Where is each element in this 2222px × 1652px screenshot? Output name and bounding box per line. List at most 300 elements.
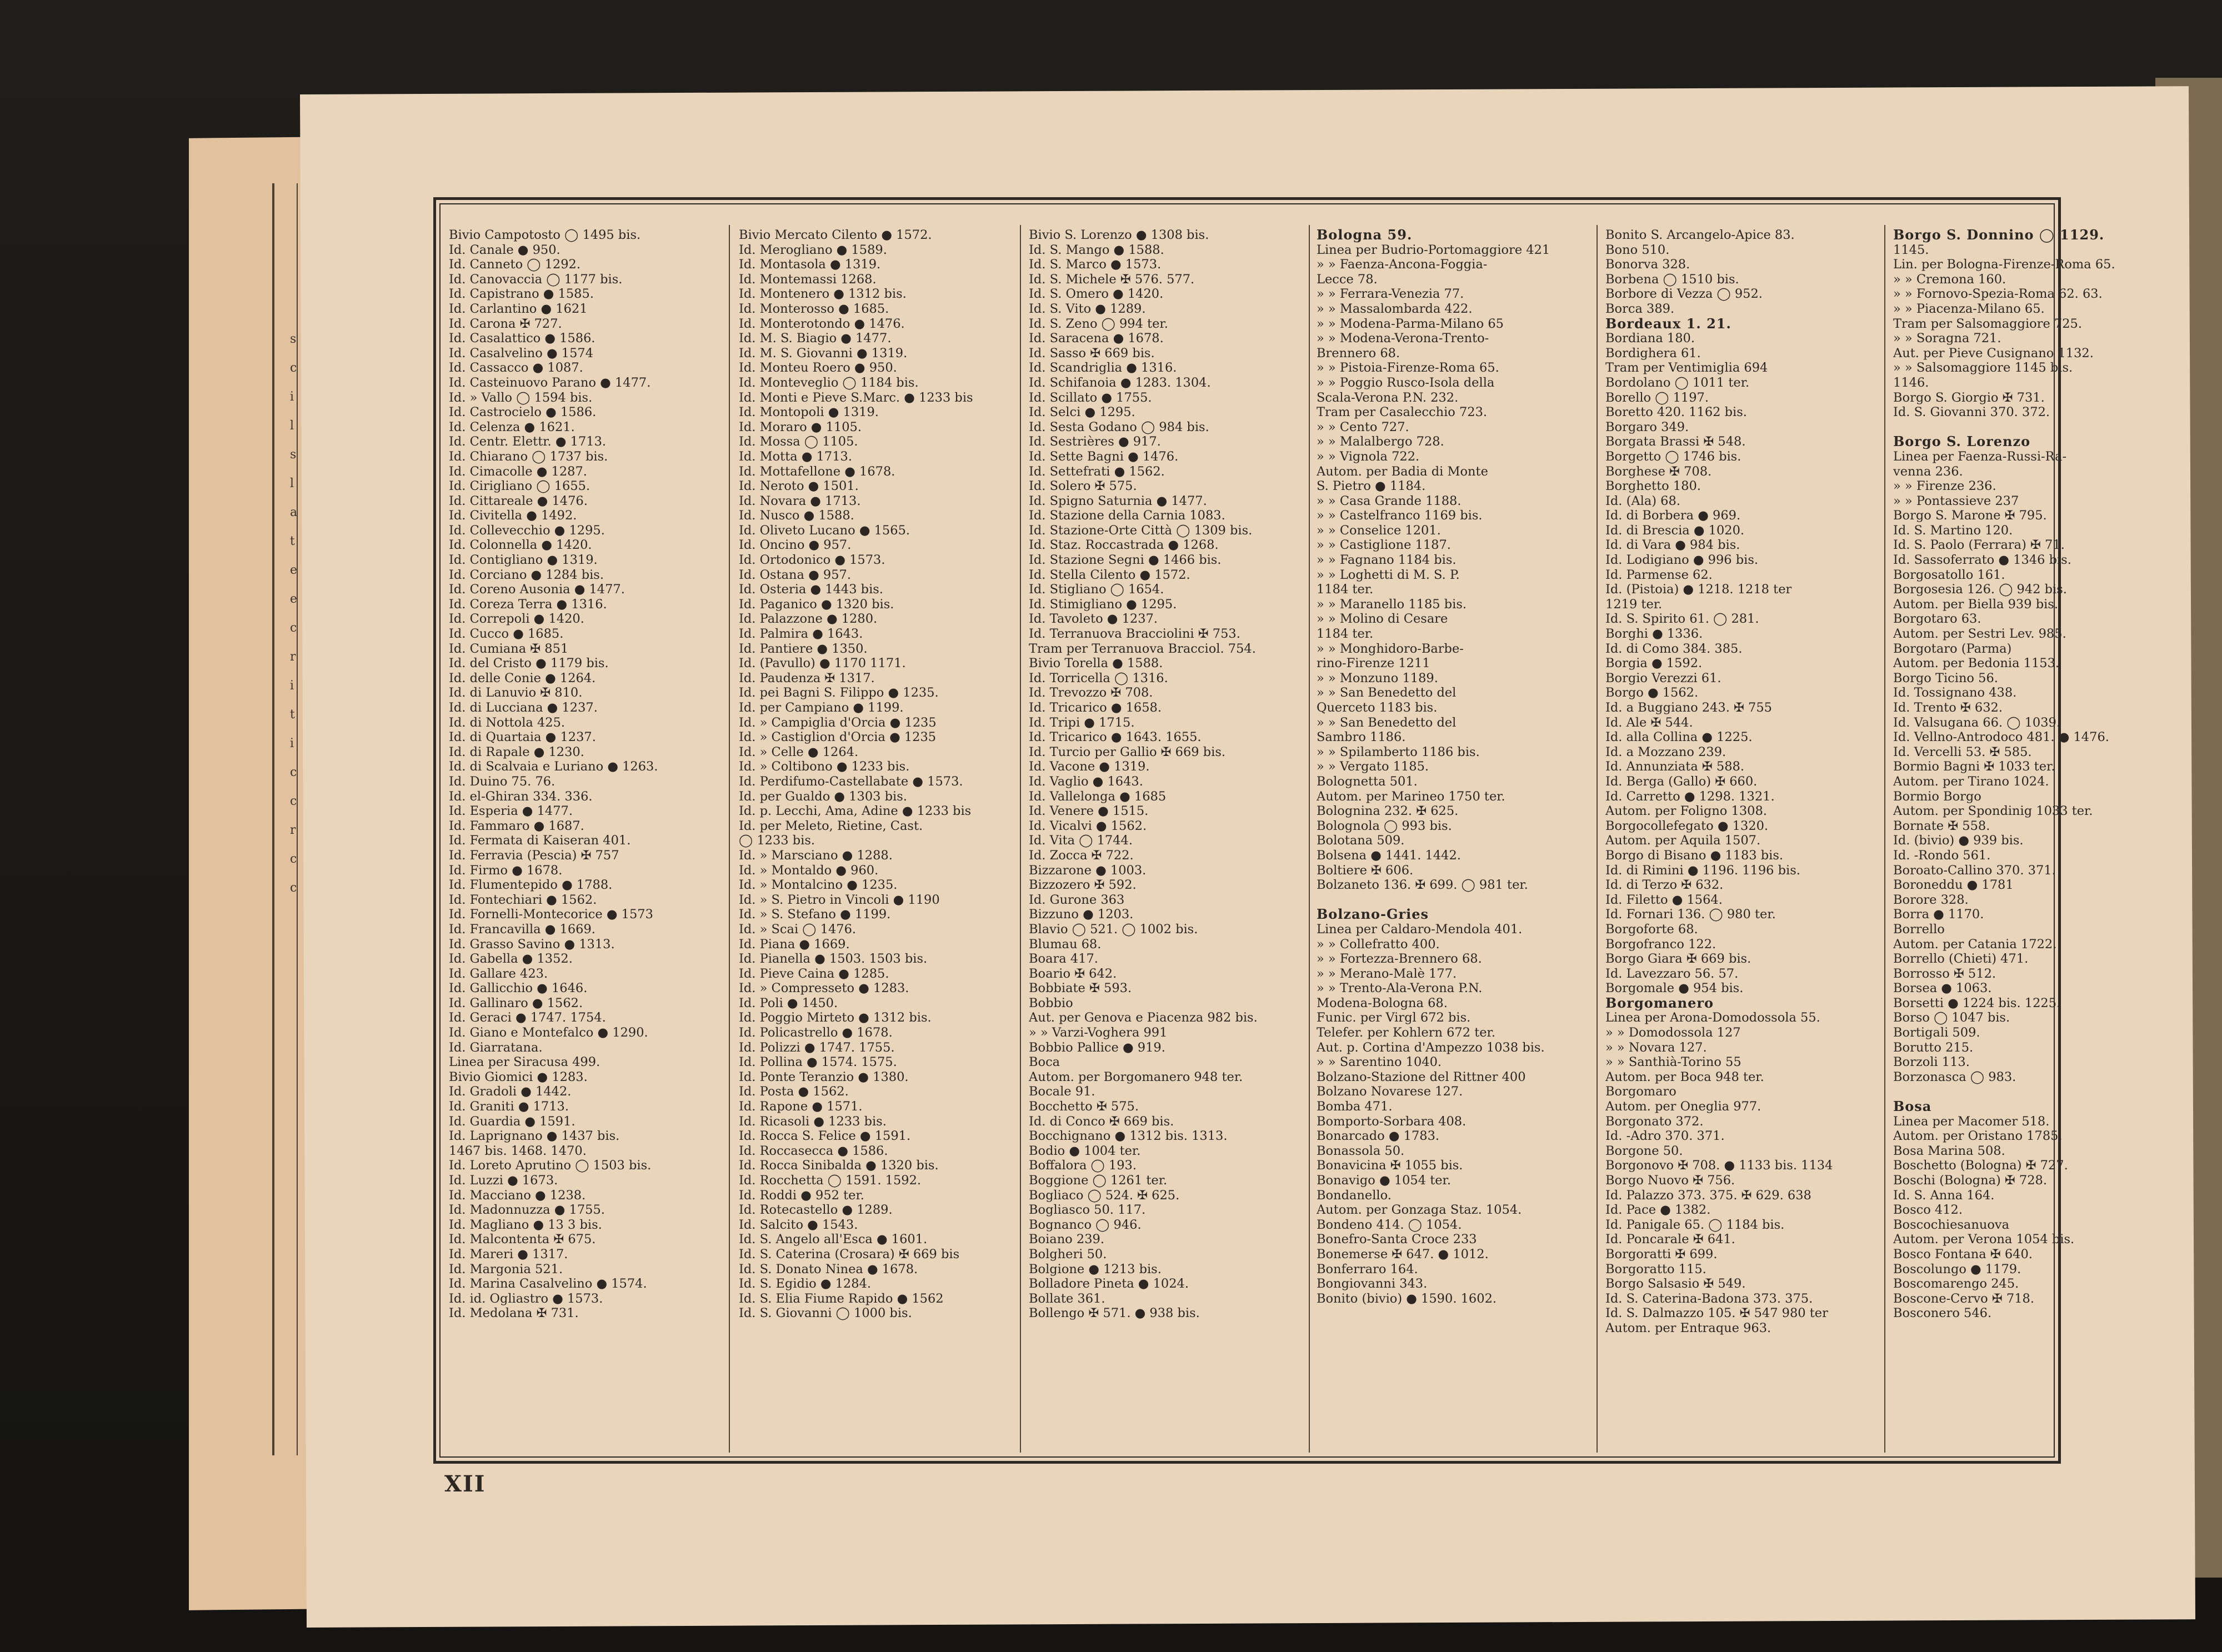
index-entry: Id. Correpoli ● 1420. bbox=[449, 612, 584, 627]
index-entry: Bolotana 509. bbox=[1317, 833, 1405, 848]
index-entry: Id. Rocca Sinibalda ● 1320 bis. bbox=[739, 1158, 939, 1173]
index-entry: Id. S. Mango ● 1588. bbox=[1029, 242, 1164, 257]
index-entry: Bordeaux 1. 21. bbox=[1605, 315, 1731, 332]
index-entry: » » Cento 727. bbox=[1317, 419, 1409, 434]
index-entry: Id. Moraro ● 1105. bbox=[739, 419, 862, 434]
index-entry: Autom. per Borgomanero 948 ter. bbox=[1029, 1069, 1243, 1084]
index-entry: Id. Poli ● 1450. bbox=[739, 995, 838, 1010]
index-entry: Bolsena ● 1441. 1442. bbox=[1317, 848, 1461, 863]
index-entry: Id. di Rimini ● 1196. 1196 bis. bbox=[1605, 863, 1800, 878]
index-entry: Id. » Montalcino ● 1235. bbox=[739, 878, 898, 893]
index-entry: venna 236. bbox=[1893, 464, 1963, 479]
index-entry: Id. Trevozzo ✠ 708. bbox=[1029, 685, 1153, 700]
index-entry: Id. Fammaro ● 1687. bbox=[449, 818, 584, 833]
margin-letter: l bbox=[290, 477, 294, 490]
index-entry: Id. Monterosso ● 1685. bbox=[739, 301, 889, 316]
index-entry: Id. (Ala) 68. bbox=[1605, 493, 1680, 508]
index-entry: Id. S. Egidio ● 1284. bbox=[739, 1276, 872, 1291]
index-entry: Id. Rotecastello ● 1289. bbox=[739, 1203, 893, 1218]
index-entry: Bologna 59. bbox=[1317, 228, 1413, 243]
index-entry: » » Castiglione 1187. bbox=[1317, 538, 1451, 553]
index-entry: Boschi (Bologna) ✠ 728. bbox=[1893, 1173, 2048, 1188]
index-entry: Id. S. Paolo (Ferrara) ✠ 71. bbox=[1893, 538, 2065, 553]
index-entry: Bolgione ● 1213 bis. bbox=[1029, 1261, 1162, 1276]
index-entry: Id. Civitella ● 1492. bbox=[449, 508, 577, 523]
index-entry: Boroneddu ● 1781 bbox=[1893, 878, 2014, 893]
index-entry: Bobbio bbox=[1029, 995, 1073, 1010]
index-entry: Autom. per Spondinig 1033 ter. bbox=[1893, 804, 2093, 819]
index-entry: Borgotaro (Parma) bbox=[1893, 641, 2012, 656]
index-entry: Boscone-Cervo ✠ 718. bbox=[1893, 1291, 2034, 1306]
index-entry: Id. Sestrières ● 917. bbox=[1029, 434, 1161, 449]
index-entry: Id. Graniti ● 1713. bbox=[449, 1099, 569, 1114]
index-entry: » » Casa Grande 1188. bbox=[1317, 493, 1462, 508]
margin-letter: t bbox=[290, 534, 295, 548]
index-entry: Id. Annunziata ✠ 588. bbox=[1605, 759, 1744, 774]
index-entry: Id. Monteveglio ◯ 1184 bis. bbox=[739, 375, 919, 390]
index-entry: Id. » Compresseto ● 1283. bbox=[739, 981, 909, 996]
index-entry: Borgomaro bbox=[1605, 1084, 1676, 1099]
index-entry: Id. Pianella ● 1503. 1503 bis. bbox=[739, 952, 928, 967]
index-entry: Id. Parmense 62. bbox=[1605, 567, 1713, 582]
index-entry: » » Loghetti di M. S. P. bbox=[1317, 567, 1460, 582]
index-entry: Id. Castrocielo ● 1586. bbox=[449, 405, 597, 420]
index-entry: Id. Novara ● 1713. bbox=[739, 493, 861, 508]
index-entry: Id. Cimacolle ● 1287. bbox=[449, 464, 587, 479]
index-entry: Autom. per Aquila 1507. bbox=[1605, 833, 1761, 848]
index-entry: Id. Posta ● 1562. bbox=[739, 1084, 849, 1099]
index-entry: » » Modena-Verona-Trento- bbox=[1317, 331, 1489, 346]
index-entry: Boffalora ◯ 193. bbox=[1029, 1158, 1137, 1173]
index-entry: Tram per Salsomaggiore 725. bbox=[1893, 316, 2083, 331]
index-entry: Id. Monterotondo ● 1476. bbox=[739, 316, 905, 331]
index-entry: Bormio Bagni ✠ 1033 ter. bbox=[1893, 759, 2055, 774]
index-entry: Autom. per Badia di Monte bbox=[1317, 464, 1488, 479]
index-entry: Id. » S. Stefano ● 1199. bbox=[739, 907, 891, 922]
index-entry: Id. Gradoli ● 1442. bbox=[449, 1084, 572, 1099]
index-entry: Borgomale ● 954 bis. bbox=[1605, 981, 1744, 996]
index-entry: Id. Coreno Ausonia ● 1477. bbox=[449, 582, 625, 597]
index-entry: Id. Colonnella ● 1420. bbox=[449, 538, 592, 553]
index-entry: » » Molino di Cesare bbox=[1317, 612, 1448, 627]
index-entry: » » Santhià-Torino 55 bbox=[1605, 1055, 1741, 1070]
index-entry: Id. Casalvelino ● 1574 bbox=[449, 346, 594, 361]
margin-letter: c bbox=[290, 852, 297, 866]
index-entry: Id. delle Conie ● 1264. bbox=[449, 670, 596, 685]
index-entry: Id. Ostana ● 957. bbox=[739, 567, 851, 582]
index-entry: Id. per Gualdo ● 1303 bis. bbox=[739, 789, 907, 804]
index-entry: Id. di Borbera ● 969. bbox=[1605, 508, 1741, 523]
index-entry: rino-Firenze 1211 bbox=[1317, 656, 1430, 671]
index-entry: Id. Fornari 136. ◯ 980 ter. bbox=[1605, 907, 1776, 922]
index-entry: » » Sarentino 1040. bbox=[1317, 1055, 1442, 1070]
index-entry: Id. -Adro 370. 371. bbox=[1605, 1129, 1725, 1144]
index-entry: Borghetto 180. bbox=[1605, 479, 1701, 494]
index-entry: Id. Piana ● 1669. bbox=[739, 937, 850, 952]
index-entry: Id. per Meleto, Rietine, Cast. bbox=[739, 818, 923, 833]
index-entry: Bolzaneto 136. ✠ 699. ◯ 981 ter. bbox=[1317, 878, 1528, 893]
index-entry: Id. Montopoli ● 1319. bbox=[739, 405, 879, 420]
margin-letter: a bbox=[290, 505, 298, 519]
index-entry: Id. Stimigliano ● 1295. bbox=[1029, 597, 1177, 612]
index-entry bbox=[1893, 420, 2165, 435]
index-entry: Id. S. Marco ● 1573. bbox=[1029, 257, 1162, 272]
index-entry: Tram per Terranuova Bracciol. 754. bbox=[1029, 641, 1256, 656]
index-entry: Autom. per Boca 948 ter. bbox=[1605, 1069, 1764, 1084]
index-entry: Id. Montenero ● 1312 bis. bbox=[739, 287, 907, 302]
margin-letter: r bbox=[290, 823, 296, 837]
index-entry: Boscolungo ● 1179. bbox=[1893, 1261, 2021, 1276]
index-entry: Borsetti ● 1224 bis. 1225. bbox=[1893, 995, 2061, 1010]
index-column-6 bbox=[1893, 228, 2165, 1321]
index-entry: Id. Guardia ● 1591. bbox=[449, 1114, 575, 1129]
index-entry: Id. Marina Casalvelino ● 1574. bbox=[449, 1276, 647, 1291]
index-entry: Boca bbox=[1029, 1055, 1060, 1070]
index-entry: Id. Gallicchio ● 1646. bbox=[449, 981, 588, 996]
index-entry: Id. Laprignano ● 1437 bis. bbox=[449, 1129, 620, 1144]
index-column-2 bbox=[739, 228, 1011, 1321]
index-entry: » » Vignola 722. bbox=[1317, 449, 1420, 464]
index-entry: Bolognina 232. ✠ 625. bbox=[1317, 804, 1459, 819]
margin-letter: c bbox=[290, 881, 297, 895]
index-entry: Id. di Rapale ● 1230. bbox=[449, 744, 584, 759]
index-entry: Id. pei Bagni S. Filippo ● 1235. bbox=[739, 685, 939, 700]
index-entry: Bonarcado ● 1783. bbox=[1317, 1129, 1440, 1144]
index-entry: Id. Poncarale ✠ 641. bbox=[1605, 1232, 1735, 1247]
index-entry: » » Conselice 1201. bbox=[1317, 523, 1441, 538]
index-entry: Id. (bivio) ● 939 bis. bbox=[1893, 833, 2024, 848]
index-entry: Tram per Casalecchio 723. bbox=[1317, 405, 1488, 420]
index-entry: Id. Tavoleto ● 1237. bbox=[1029, 612, 1158, 627]
index-entry: Aut. per Genova e Piacenza 982 bis. bbox=[1029, 1010, 1258, 1025]
index-entry: » » Spilamberto 1186 bis. bbox=[1317, 744, 1480, 759]
index-entry: Autom. per Marineo 1750 ter. bbox=[1317, 789, 1505, 804]
index-entry: Id. Stigliano ◯ 1654. bbox=[1029, 582, 1164, 597]
index-entry: Borrosso ✠ 512. bbox=[1893, 966, 1996, 981]
index-entry: » » Ferrara-Venezia 77. bbox=[1317, 287, 1464, 302]
index-entry: Bosa Marina 508. bbox=[1893, 1143, 2005, 1158]
index-entry: Lin. per Bologna-Firenze-Roma 65. bbox=[1893, 257, 2115, 272]
index-entry: Boario ✠ 642. bbox=[1029, 966, 1117, 981]
index-entry: Bonorva 328. bbox=[1605, 257, 1690, 272]
index-entry: Id. Staz. Roccastrada ● 1268. bbox=[1029, 538, 1219, 553]
index-entry: Bordolano ◯ 1011 ter. bbox=[1605, 375, 1750, 390]
index-entry: Modena-Bologna 68. bbox=[1317, 995, 1448, 1010]
index-entry: Borgosatollo 161. bbox=[1893, 567, 2005, 582]
page-number: XII bbox=[444, 1471, 486, 1497]
index-entry: » » Pontassieve 237 bbox=[1893, 493, 2019, 508]
index-entry: Id. Panigale 65. ◯ 1184 bis. bbox=[1605, 1217, 1785, 1232]
index-entry: Id. el-Ghiran 334. 336. bbox=[449, 789, 593, 804]
index-entry: Bodio ● 1004 ter. bbox=[1029, 1143, 1141, 1158]
index-entry: Id. Stazione-Orte Città ◯ 1309 bis. bbox=[1029, 523, 1253, 538]
index-entry: Linea per Budrio-Portomaggiore 421 bbox=[1317, 242, 1550, 257]
index-entry: Id. Giano e Montefalco ● 1290. bbox=[449, 1025, 648, 1040]
index-entry: Id. S. Michele ✠ 576. 577. bbox=[1029, 272, 1195, 287]
margin-letter: l bbox=[290, 419, 294, 433]
index-entry: Borgio Verezzi 61. bbox=[1605, 670, 1721, 685]
index-entry: Id. Lavezzaro 56. 57. bbox=[1605, 966, 1739, 981]
index-entry: Bolladore Pineta ● 1024. bbox=[1029, 1276, 1189, 1291]
index-entry: Autom. per Sestri Lev. 985. bbox=[1893, 627, 2066, 642]
index-entry: Id. Vicalvi ● 1562. bbox=[1029, 818, 1147, 833]
index-entry: Id. Gurone 363 bbox=[1029, 892, 1125, 907]
index-entry: Autom. per Foligno 1308. bbox=[1605, 804, 1767, 819]
index-entry: » » Varzi-Voghera 991 bbox=[1029, 1025, 1168, 1040]
index-entry: Id. S. Zeno ◯ 994 ter. bbox=[1029, 316, 1168, 331]
index-entry: Id. Mareri ● 1317. bbox=[449, 1246, 568, 1261]
index-entry: » » Salsomaggiore 1145 bis. bbox=[1893, 361, 2073, 376]
index-entry: Id. Vellno-Antrodoco 481. ● 1476. bbox=[1893, 730, 2109, 745]
index-entry: Bosco 412. bbox=[1893, 1203, 1963, 1218]
index-entry: Borghese ✠ 708. bbox=[1605, 464, 1712, 479]
index-entry: Bonferraro 164. bbox=[1317, 1261, 1418, 1276]
index-entry: Id. Pace ● 1382. bbox=[1605, 1203, 1711, 1218]
index-entry: Id. Coreza Terra ● 1316. bbox=[449, 597, 607, 612]
column-divider bbox=[1884, 225, 1885, 1453]
index-entry: Id. Scillato ● 1755. bbox=[1029, 390, 1152, 405]
index-entry: Bogliasco 50. 117. bbox=[1029, 1203, 1146, 1218]
margin-letter: e bbox=[290, 592, 298, 606]
index-entry: Id. Loreto Aprutino ◯ 1503 bis. bbox=[449, 1158, 652, 1173]
index-entry: Id. Mossa ◯ 1105. bbox=[739, 434, 858, 449]
index-entry: Id. Mottafellone ● 1678. bbox=[739, 464, 895, 479]
index-entry: Linea per Macomer 518. bbox=[1893, 1114, 2050, 1129]
index-entry: » » Fortezza-Brennero 68. bbox=[1317, 952, 1482, 967]
index-entry: Id. » Coltibono ● 1233 bis. bbox=[739, 759, 910, 774]
index-entry: Id. M. S. Giovanni ● 1319. bbox=[739, 346, 908, 361]
index-entry: Id. Tripi ● 1715. bbox=[1029, 715, 1135, 730]
index-entry: Borgofranco 122. bbox=[1605, 937, 1716, 952]
index-entry: Id. Francavilla ● 1669. bbox=[449, 922, 595, 937]
index-entry: Id. S. Anna 164. bbox=[1893, 1188, 1995, 1203]
index-entry: Id. Cittareale ● 1476. bbox=[449, 493, 588, 508]
index-entry: Id. Esperia ● 1477. bbox=[449, 804, 573, 819]
index-entry: Id. Rocchetta ◯ 1591. 1592. bbox=[739, 1173, 922, 1188]
index-entry: Bordighera 61. bbox=[1605, 346, 1701, 361]
index-entry: Bonito (bivio) ● 1590. 1602. bbox=[1317, 1291, 1497, 1306]
index-entry: 1219 ter. bbox=[1605, 597, 1663, 612]
index-entry: Id. di Quartaia ● 1237. bbox=[449, 730, 596, 745]
margin-letter: i bbox=[290, 390, 294, 404]
index-entry: Id. Grasso Savino ● 1313. bbox=[449, 937, 615, 952]
index-entry: Id. a Mozzano 239. bbox=[1605, 744, 1726, 759]
index-entry: Bornate ✠ 558. bbox=[1893, 818, 1990, 833]
index-entry: Borgonato 372. bbox=[1605, 1114, 1704, 1129]
index-entry: Bocale 91. bbox=[1029, 1084, 1095, 1099]
index-entry: Autom. per Oristano 1785. bbox=[1893, 1129, 2063, 1144]
index-entry: Borbena ◯ 1510 bis. bbox=[1605, 272, 1739, 287]
index-entry: Id. di Lanuvio ✠ 810. bbox=[449, 685, 583, 700]
index-entry: Id. Casteinuovo Parano ● 1477. bbox=[449, 375, 651, 390]
index-entry: Id. Margonia 521. bbox=[449, 1261, 563, 1276]
index-entry: Id. Collevecchio ● 1295. bbox=[449, 523, 605, 538]
index-entry: Id. -Rondo 561. bbox=[1893, 848, 1991, 863]
index-entry: Id. Paganico ● 1320 bis. bbox=[739, 597, 894, 612]
index-entry: Id. Lodigiano ● 996 bis. bbox=[1605, 553, 1759, 568]
index-entry: Autom. per Bedonia 1153. bbox=[1893, 656, 2060, 671]
index-entry: Borca 389. bbox=[1605, 301, 1675, 316]
index-entry: Id. Gallinaro ● 1562. bbox=[449, 995, 583, 1010]
index-entry: Brennero 68. bbox=[1317, 346, 1400, 361]
index-entry: Id. Geraci ● 1747. 1754. bbox=[449, 1010, 606, 1025]
index-entry: Id. Stazione Segni ● 1466 bis. bbox=[1029, 553, 1222, 568]
index-entry: Borzoli 113. bbox=[1893, 1055, 1970, 1070]
index-entry: Id. Valsugana 66. ◯ 1039. bbox=[1893, 715, 2060, 730]
index-entry: Id. Carlantino ● 1621 bbox=[449, 301, 588, 316]
index-entry: Id. S. Angelo all'Esca ● 1601. bbox=[739, 1232, 928, 1247]
index-entry: Id. Venere ● 1515. bbox=[1029, 804, 1149, 819]
index-entry: Id. Malcontenta ✠ 675. bbox=[449, 1232, 596, 1247]
index-entry: Boiano 239. bbox=[1029, 1232, 1104, 1247]
index-entry: Borgotaro 63. bbox=[1893, 612, 1981, 627]
index-entry: Id. di Brescia ● 1020. bbox=[1605, 523, 1745, 538]
column-divider bbox=[1020, 225, 1021, 1453]
index-entry: Id. Saracena ● 1678. bbox=[1029, 331, 1164, 346]
index-entry: Bollate 361. bbox=[1029, 1291, 1105, 1306]
index-entry: Id. (Pistoia) ● 1218. 1218 ter bbox=[1605, 582, 1792, 597]
index-entry: Id. Fornelli-Montecorice ● 1573 bbox=[449, 907, 653, 922]
index-entry: Borgonovo ✠ 708. ● 1133 bis. 1134 bbox=[1605, 1158, 1833, 1173]
index-entry: Id. di Nottola 425. bbox=[449, 715, 565, 730]
index-entry: » » Trento-Ala-Verona P.N. bbox=[1317, 981, 1483, 996]
index-entry: Id. Cirigliano ◯ 1655. bbox=[449, 479, 590, 494]
index-entry: Borgo Giara ✠ 669 bis. bbox=[1605, 952, 1751, 967]
index-entry: Borrello (Chieti) 471. bbox=[1893, 952, 2029, 967]
index-entry: Id. Casalattico ● 1586. bbox=[449, 331, 595, 346]
index-entry: » » Novara 127. bbox=[1605, 1040, 1707, 1055]
index-entry: Bivio S. Lorenzo ● 1308 bis. bbox=[1029, 228, 1209, 242]
index-entry: Id. Firmo ● 1678. bbox=[449, 863, 563, 878]
index-entry: Id. Pollina ● 1574. 1575. bbox=[739, 1055, 897, 1070]
index-entry: Bolgheri 50. bbox=[1029, 1246, 1107, 1261]
index-entry: Id. Sesta Godano ◯ 984 bis. bbox=[1029, 419, 1209, 434]
index-entry: Id. Policastrello ● 1678. bbox=[739, 1025, 893, 1040]
column-divider bbox=[729, 225, 730, 1453]
index-entry: Borore 328. bbox=[1893, 892, 1969, 907]
index-entry: Id. Carretto ● 1298. 1321. bbox=[1605, 789, 1775, 804]
margin-letter: t bbox=[290, 708, 295, 722]
index-entry: » » Collefratto 400. bbox=[1317, 937, 1440, 952]
index-entry: Id. Perdifumo-Castellabate ● 1573. bbox=[739, 774, 963, 789]
index-entry: Id. Selci ● 1295. bbox=[1029, 405, 1135, 420]
index-entry: Sambro 1186. bbox=[1317, 730, 1406, 745]
index-entry: Id. Poggio Mirteto ● 1312 bis. bbox=[739, 1010, 932, 1025]
index-entry: Bosconero 546. bbox=[1893, 1306, 1992, 1321]
index-entry: Bocchignano ● 1312 bis. 1313. bbox=[1029, 1129, 1228, 1144]
index-entry: Id. S. Spirito 61. ◯ 281. bbox=[1605, 612, 1759, 627]
index-entry: Id. S. Giovanni 370. 372. bbox=[1893, 405, 2050, 420]
index-entry: » » Castelfranco 1169 bis. bbox=[1317, 508, 1483, 523]
index-entry: » » Fornovo-Spezia-Roma 62. 63. bbox=[1893, 287, 2103, 302]
index-entry: Bonefro-Santa Croce 233 bbox=[1317, 1232, 1477, 1247]
index-entry: Id. di Lucciana ● 1237. bbox=[449, 700, 598, 715]
index-entry: Id. Ortodonico ● 1573. bbox=[739, 553, 885, 568]
index-entry bbox=[1317, 893, 1589, 908]
index-entry: Bobbiate ✠ 593. bbox=[1029, 981, 1132, 996]
index-entry: Id. Canovaccia ◯ 1177 bis. bbox=[449, 272, 623, 287]
index-entry: Id. Tricarico ● 1643. 1655. bbox=[1029, 730, 1202, 745]
index-entry: Blumau 68. bbox=[1029, 937, 1102, 952]
index-entry: Id. Filetto ● 1564. bbox=[1605, 892, 1723, 907]
column-divider bbox=[1309, 225, 1310, 1453]
index-entry: Id. Corciano ● 1284 bis. bbox=[449, 567, 604, 582]
index-entry: » » San Benedetto del bbox=[1317, 685, 1457, 700]
index-entry: Bolognetta 501. bbox=[1317, 774, 1418, 789]
index-entry: Id. Torricella ◯ 1316. bbox=[1029, 670, 1168, 685]
index-entry: Bogliaco ◯ 524. ✠ 625. bbox=[1029, 1188, 1180, 1203]
index-entry: Bonavicina ✠ 1055 bis. bbox=[1317, 1158, 1463, 1173]
underlying-page-margin-text bbox=[290, 325, 302, 903]
index-entry: Id. » Celle ● 1264. bbox=[739, 744, 859, 759]
index-entry: » » Maranello 1185 bis. bbox=[1317, 597, 1467, 612]
index-entry: » » Merano-Malè 177. bbox=[1317, 966, 1457, 981]
index-entry: Id. S. Giovanni ◯ 1000 bis. bbox=[739, 1306, 912, 1321]
index-entry: » » San Benedetto del bbox=[1317, 715, 1457, 730]
index-entry: Id. Turcio per Gallio ✠ 669 bis. bbox=[1029, 744, 1226, 759]
index-entry: Id. S. Omero ● 1420. bbox=[1029, 287, 1164, 302]
index-entry: Boara 417. bbox=[1029, 952, 1098, 967]
index-entry: Bonemerse ✠ 647. ● 1012. bbox=[1317, 1246, 1489, 1261]
index-entry: Id. Gabella ● 1352. bbox=[449, 952, 573, 967]
index-entry: Borgoratto 115. bbox=[1605, 1261, 1706, 1276]
index-entry: Id. id. Ogliastro ● 1573. bbox=[449, 1291, 603, 1306]
index-entry: Borello ◯ 1197. bbox=[1605, 390, 1709, 405]
index-entry: Id. Centr. Elettr. ● 1713. bbox=[449, 434, 607, 449]
index-entry: Id. Canneto ◯ 1292. bbox=[449, 257, 581, 272]
index-entry: Boroato-Callino 370. 371. bbox=[1893, 863, 2056, 878]
index-entry: Bizzuno ● 1203. bbox=[1029, 907, 1134, 922]
index-entry: Id. Tossignano 438. bbox=[1893, 685, 2017, 700]
index-entry: Borgata Brassi ✠ 548. bbox=[1605, 434, 1746, 449]
index-entry: Linea per Siracusa 499. bbox=[449, 1055, 600, 1070]
index-entry: Bolzano Novarese 127. bbox=[1317, 1084, 1463, 1099]
index-entry: Bonassola 50. bbox=[1317, 1143, 1405, 1158]
index-entry: Id. p. Lecchi, Ama, Adine ● 1233 bis bbox=[739, 804, 972, 819]
index-entry: Id. Monteu Roero ● 950. bbox=[739, 361, 897, 376]
index-entry: Id. Ponte Teranzio ● 1380. bbox=[739, 1069, 909, 1084]
index-entry: Id. di Terzo ✠ 632. bbox=[1605, 878, 1724, 893]
index-entry: Autom. per Gonzaga Staz. 1054. bbox=[1317, 1203, 1522, 1218]
index-entry: Id. Merogliano ● 1589. bbox=[739, 242, 887, 257]
index-entry: Linea per Arona-Domodossola 55. bbox=[1605, 1010, 1820, 1025]
index-entry: Tram per Ventimiglia 694 bbox=[1605, 361, 1768, 376]
index-entry: Boretto 420. 1162 bis. bbox=[1605, 405, 1747, 420]
index-entry: Id. Medolana ✠ 731. bbox=[449, 1306, 579, 1321]
index-entry: Borghi ● 1336. bbox=[1605, 627, 1703, 642]
index-column-5 bbox=[1605, 228, 1878, 1336]
index-entry: Bobbio Pallice ● 919. bbox=[1029, 1040, 1165, 1055]
index-entry: Id. Ale ✠ 544. bbox=[1605, 715, 1693, 730]
index-entry: » » Piacenza-Milano 65. bbox=[1893, 301, 2045, 316]
index-entry: Bortigali 509. bbox=[1893, 1025, 1980, 1040]
index-entry: » » Monghidoro-Barbe- bbox=[1317, 641, 1464, 656]
index-entry: Id. di Scalvaia e Luriano ● 1263. bbox=[449, 759, 658, 774]
index-entry: Autom. per Oneglia 977. bbox=[1605, 1099, 1761, 1114]
index-entry: Id. S. Caterina (Crosara) ✠ 669 bis bbox=[739, 1246, 960, 1261]
index-entry: » » Soragna 721. bbox=[1893, 331, 2001, 346]
index-entry: Bizzarone ● 1003. bbox=[1029, 863, 1147, 878]
index-entry: Id. Oncino ● 957. bbox=[739, 538, 852, 553]
index-entry: Bonito S. Arcangelo-Apice 83. bbox=[1605, 228, 1795, 242]
index-entry: 1184 ter. bbox=[1317, 582, 1374, 597]
index-entry: Bormio Borgo bbox=[1893, 789, 1981, 804]
index-entry: Borzonasca ◯ 983. bbox=[1893, 1069, 2016, 1084]
index-entry: Id. Settefrati ● 1562. bbox=[1029, 464, 1165, 479]
index-entry: Autom. per Entraque 963. bbox=[1605, 1320, 1771, 1335]
index-entry: Id. Fontechiari ● 1562. bbox=[449, 892, 597, 907]
index-entry: Id. Cumiana ✠ 851 bbox=[449, 641, 569, 656]
